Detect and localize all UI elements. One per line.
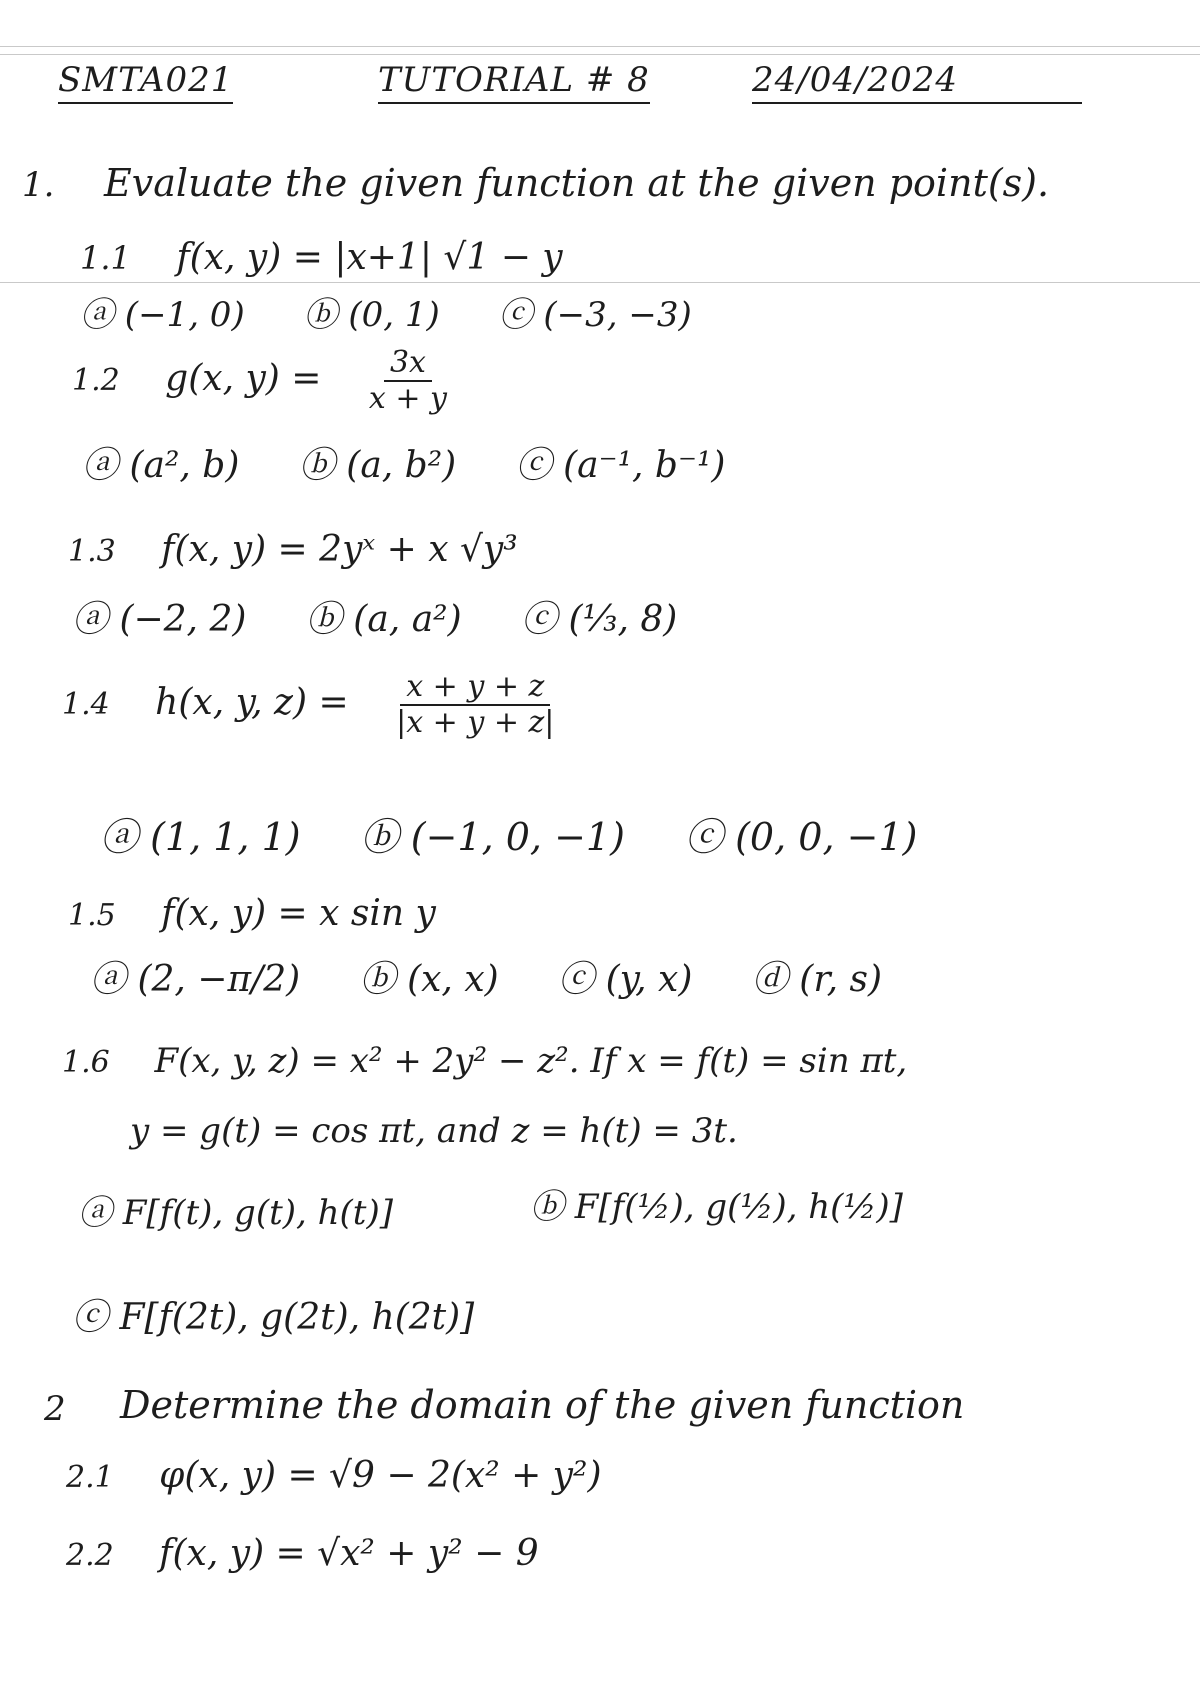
part-label: 1.4 [62,687,110,722]
part-1-1-options [80,295,740,335]
option-c: ⓒ (⅓, 8) [521,599,678,640]
part-2-1 [66,1455,602,1496]
option-b: ⓑ (a, a²) [305,599,462,640]
question-1-number: 1. [22,165,55,205]
part-label: 2.2 [66,1538,114,1573]
option-a: ⓐ (−1, 0) [80,295,245,335]
part-1-4-options [100,815,965,859]
part-label: 2.1 [66,1460,114,1495]
function-expression: f(x, y) = √x² + y² − 9 [159,1533,539,1574]
question-2-prompt: Determine the domain of the given function [120,1383,965,1427]
function-definition: F(x, y, z) = x² + 2y² − z². If x = f(t) = sin πt, [154,1041,908,1081]
part-2-2 [66,1533,539,1574]
function-expression: f(x, y) = |x+1| √1 − y [176,237,563,278]
part-1-5-options [90,959,930,1000]
scan-rule [0,46,1200,47]
question-1-prompt: Evaluate the given function at the given point(s). [104,161,1050,205]
denominator: |x + y + z| [396,705,555,740]
part-1-6-option-c: ⓒ F[f(2t), g(2t), h(2t)] [72,1297,475,1338]
part-1-1 [80,237,563,278]
tutorial-date: 24/04/2024 [752,60,1082,104]
part-1-6 [62,1041,908,1081]
function-lhs: h(x, y, z) = [155,682,349,723]
part-1-6-continuation: y = g(t) = cos πt, and z = h(t) = 3t. [130,1111,738,1151]
function-expression: f(x, y) = 2yˣ + x √y³ [161,529,518,570]
part-1-2-options [82,445,773,486]
option-a: ⓐ (2, −π/2) [90,959,301,1000]
part-label: 1.3 [68,534,116,569]
denominator: x + y [368,381,447,416]
option-b: ⓑ (x, x) [359,959,499,1000]
tutorial-title: TUTORIAL # 8 [378,60,650,104]
part-1-3-options [72,599,725,640]
option-d: ⓓ (r, s) [751,959,883,1000]
option-c: ⓒ (y, x) [558,959,693,1000]
numerator: 3x [384,348,432,382]
option-a: ⓐ (1, 1, 1) [100,815,301,859]
fraction [390,669,560,740]
part-1-2 [72,345,453,416]
option-b: ⓑ (0, 1) [303,295,440,335]
option-b: ⓑ (−1, 0, −1) [360,815,625,859]
part-1-6-option-b: ⓑ F[f(½), g(½), h(½)] [530,1187,903,1227]
part-label: 1.5 [68,898,116,933]
question-2-number: 2 [44,1389,66,1429]
scan-rule [0,54,1200,55]
part-1-4 [62,669,560,740]
part-1-6-option-a: ⓐ F[f(t), g(t), h(t)] [78,1193,393,1233]
fraction [363,345,453,416]
part-label: 1.1 [80,239,131,277]
course-code: SMTA021 [58,60,233,104]
option-c: ⓒ (a⁻¹, b⁻¹) [515,445,726,486]
option-a: ⓐ (−2, 2) [72,599,247,640]
option-b: ⓑ (a, b²) [298,445,457,486]
part-1-3 [68,529,518,570]
part-label: 1.2 [72,363,120,398]
option-c: ⓒ (0, 0, −1) [685,815,918,859]
option-c: ⓒ (−3, −3) [498,295,692,335]
scan-rule [0,282,1200,283]
function-lhs: g(x, y) = [165,358,322,399]
option-a: ⓐ (a², b) [82,445,240,486]
numerator: x + y + z [400,672,550,706]
part-1-5 [68,893,436,934]
function-expression: φ(x, y) = √9 − 2(x² + y²) [159,1455,602,1496]
part-label: 1.6 [62,1045,110,1080]
function-expression: f(x, y) = x sin y [161,893,436,934]
